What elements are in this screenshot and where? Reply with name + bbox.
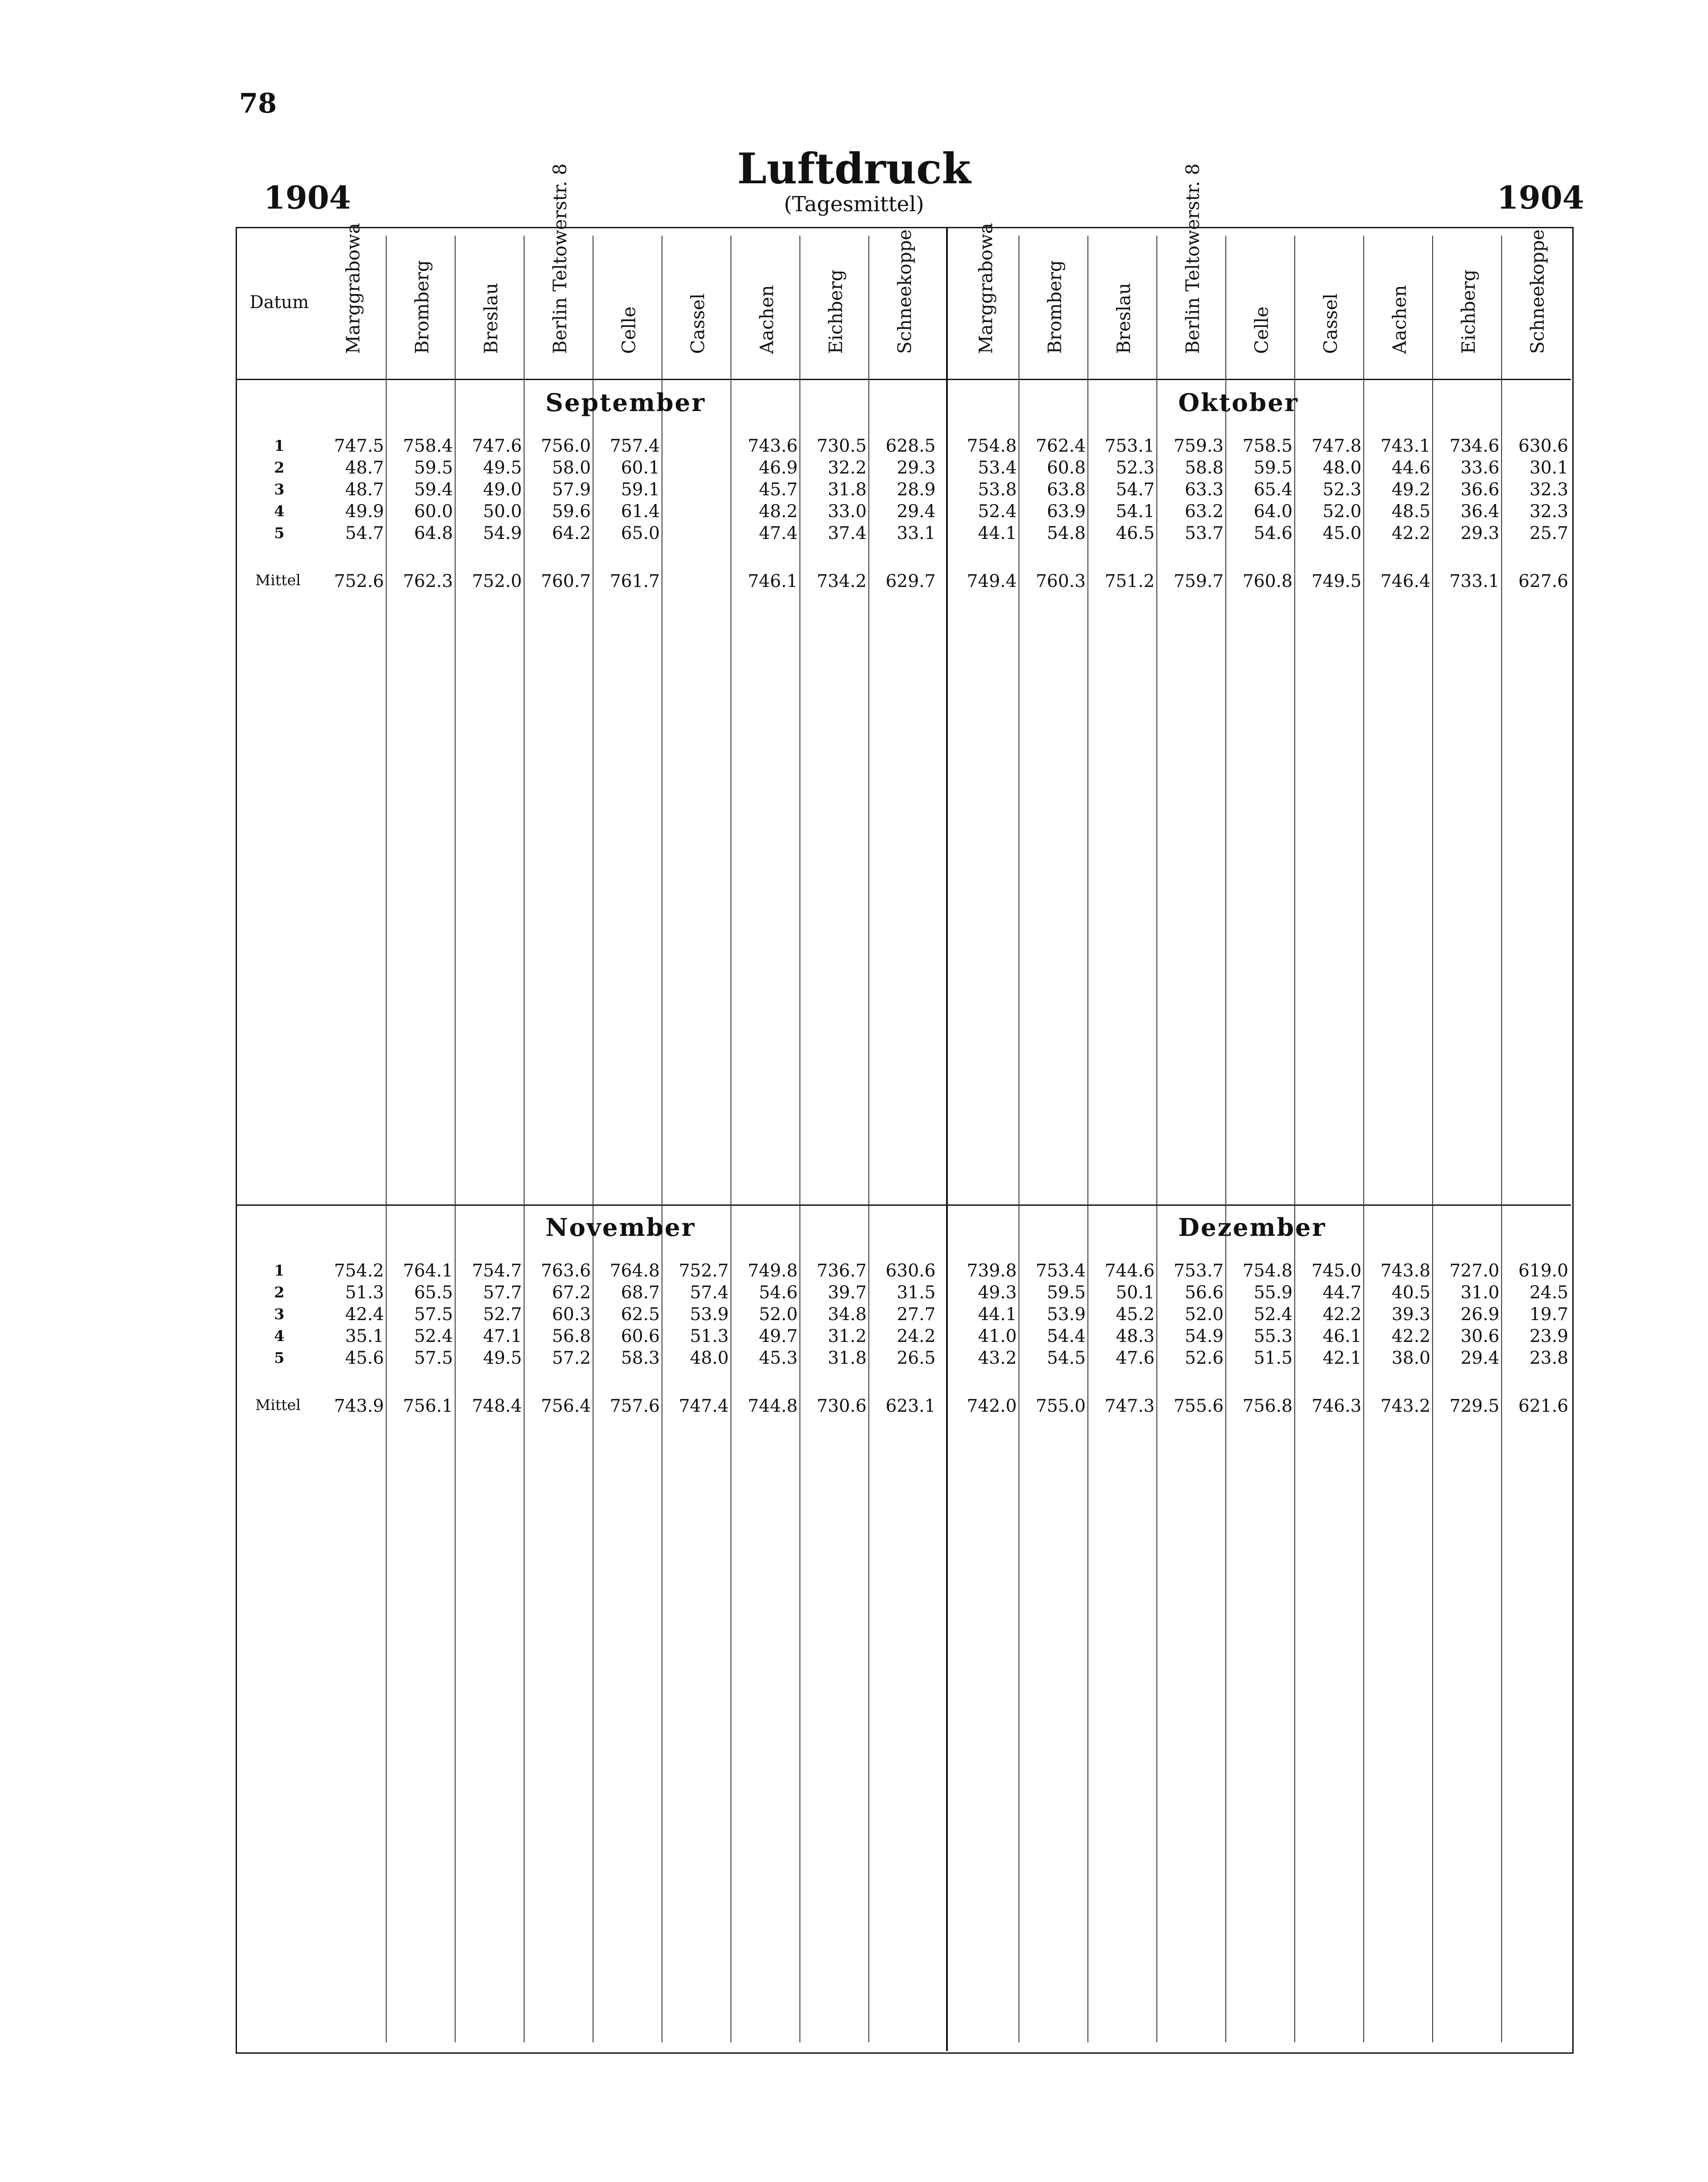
table-cell: 24.5 — [1529, 1283, 1568, 1303]
table-cell: 48.0 — [1322, 458, 1362, 478]
mittel-cell: 756.4 — [541, 1396, 591, 1416]
middle-rule — [236, 1204, 1571, 1206]
mittel-cell: 760.7 — [541, 571, 591, 591]
column-header-label: Cassel — [687, 293, 709, 354]
table-cell: 47.6 — [1115, 1348, 1155, 1368]
column-header-label: Bromberg — [411, 260, 433, 354]
table-cell: 33.6 — [1460, 458, 1499, 478]
column-separator — [386, 236, 387, 2042]
day-number: 5 — [274, 525, 285, 542]
mittel-cell: 756.1 — [403, 1396, 453, 1416]
table-cell: 54.1 — [1115, 501, 1155, 521]
table-cell: 763.6 — [541, 1261, 591, 1281]
table-cell: 43.2 — [977, 1348, 1017, 1368]
page-subtitle: (Tagesmittel) — [784, 192, 924, 216]
mittel-cell: 746.3 — [1311, 1396, 1362, 1416]
table-cell: 37.4 — [827, 523, 867, 543]
table-cell: 36.4 — [1460, 501, 1499, 521]
table-cell: 758.4 — [403, 436, 453, 456]
table-cell: 33.1 — [896, 523, 936, 543]
mittel-cell: 747.3 — [1104, 1396, 1155, 1416]
table-cell: 59.5 — [414, 458, 453, 478]
table-cell: 49.5 — [483, 1348, 522, 1368]
table-cell: 736.7 — [816, 1261, 867, 1281]
table-cell: 743.8 — [1380, 1261, 1430, 1281]
table-cell: 55.9 — [1253, 1283, 1293, 1303]
table-cell: 39.7 — [827, 1283, 867, 1303]
table-cell: 40.5 — [1391, 1283, 1430, 1303]
table-cell: 752.7 — [679, 1261, 729, 1281]
mittel-cell: 734.2 — [816, 571, 867, 591]
mittel-cell: 730.6 — [816, 1396, 867, 1416]
table-cell: 59.1 — [621, 480, 660, 500]
table-cell: 31.2 — [827, 1326, 867, 1346]
table-cell: 30.6 — [1460, 1326, 1499, 1346]
table-cell: 45.2 — [1115, 1304, 1155, 1324]
column-header-left-4 — [594, 244, 663, 375]
table-cell: 29.3 — [896, 458, 936, 478]
table-cell: 59.5 — [1253, 458, 1293, 478]
table-cell: 44.7 — [1322, 1283, 1362, 1303]
column-separator — [1087, 236, 1088, 2042]
table-cell: 64.0 — [1253, 501, 1293, 521]
mittel-cell: 627.6 — [1518, 571, 1568, 591]
table-cell: 56.6 — [1184, 1283, 1224, 1303]
mittel-cell: 749.5 — [1311, 571, 1362, 591]
column-separator — [455, 236, 456, 2042]
mittel-cell: 733.1 — [1449, 571, 1499, 591]
table-cell: 58.8 — [1184, 458, 1224, 478]
table-cell: 54.5 — [1046, 1348, 1086, 1368]
table-cell: 57.5 — [414, 1304, 453, 1324]
day-number: 2 — [274, 1284, 285, 1301]
table-cell: 747.8 — [1311, 436, 1362, 456]
table-cell: 42.4 — [345, 1304, 384, 1324]
column-header-label: Aachen — [1389, 285, 1410, 354]
table-cell: 50.0 — [483, 501, 522, 521]
table-cell: 45.7 — [758, 480, 798, 500]
mittel-cell: 744.8 — [748, 1396, 798, 1416]
column-header-left-2 — [456, 244, 525, 375]
table-cell: 44.6 — [1391, 458, 1430, 478]
table-cell: 51.3 — [689, 1326, 729, 1346]
table-cell: 749.8 — [748, 1261, 798, 1281]
table-cell: 49.9 — [345, 501, 384, 521]
column-header-left-8 — [870, 229, 939, 375]
table-cell: 54.4 — [1046, 1326, 1086, 1346]
table-cell: 47.1 — [483, 1326, 522, 1346]
column-header-left-5 — [663, 244, 732, 375]
table-cell: 53.4 — [977, 458, 1017, 478]
column-separator — [1363, 236, 1364, 2042]
column-header-label: Cassel — [1320, 293, 1341, 354]
table-cell: 48.5 — [1391, 501, 1430, 521]
table-cell: 48.3 — [1115, 1326, 1155, 1346]
table-cell: 49.7 — [758, 1326, 798, 1346]
table-cell: 44.1 — [977, 523, 1017, 543]
column-header-label: Aachen — [756, 285, 778, 354]
table-cell: 54.7 — [1115, 480, 1155, 500]
header-rule — [236, 379, 1571, 380]
table-cell: 734.6 — [1449, 436, 1499, 456]
day-number: 5 — [274, 1349, 285, 1367]
table-cell: 744.6 — [1104, 1261, 1155, 1281]
column-separator — [868, 236, 869, 2042]
table-cell: 52.4 — [414, 1326, 453, 1346]
table-cell: 34.8 — [827, 1304, 867, 1324]
column-header-left-7 — [801, 244, 870, 375]
table-cell: 28.9 — [896, 480, 936, 500]
table-cell: 48.0 — [689, 1348, 729, 1368]
column-header-left-1 — [388, 244, 456, 375]
table-cell: 23.8 — [1529, 1348, 1568, 1368]
column-header-label: Bromberg — [1044, 260, 1066, 354]
column-separator — [1225, 236, 1226, 2042]
mittel-cell: 749.4 — [967, 571, 1017, 591]
table-cell: 32.3 — [1529, 501, 1568, 521]
table-cell: 52.6 — [1184, 1348, 1224, 1368]
table-cell: 754.8 — [967, 436, 1017, 456]
table-cell: 32.2 — [827, 458, 867, 478]
column-header-label: Breslau — [480, 283, 502, 354]
table-cell: 53.7 — [1184, 523, 1224, 543]
table-cell: 33.0 — [827, 501, 867, 521]
table-frame — [236, 227, 1574, 2054]
mittel-cell: 760.8 — [1242, 571, 1293, 591]
column-header-label: Marggrabowa — [975, 223, 997, 354]
mittel-cell: 748.4 — [472, 1396, 522, 1416]
table-cell: 52.0 — [1322, 501, 1362, 521]
column-header-left-3 — [525, 163, 594, 375]
month-label-september: September — [545, 388, 706, 417]
mittel-cell: 755.6 — [1173, 1396, 1224, 1416]
table-cell: 619.0 — [1518, 1261, 1568, 1281]
table-cell: 630.6 — [885, 1261, 936, 1281]
table-cell: 32.3 — [1529, 480, 1568, 500]
table-cell: 54.6 — [758, 1283, 798, 1303]
table-cell: 52.7 — [483, 1304, 522, 1324]
table-cell: 52.0 — [1184, 1304, 1224, 1324]
mittel-cell: 621.6 — [1518, 1396, 1568, 1416]
year-left: 1904 — [264, 179, 351, 216]
column-header-left-6 — [732, 244, 801, 375]
column-separator — [1432, 236, 1433, 2042]
table-cell: 753.4 — [1036, 1261, 1086, 1281]
table-cell: 45.3 — [758, 1348, 798, 1368]
column-separator — [799, 236, 800, 2042]
column-header-label: Eichberg — [825, 269, 847, 354]
column-header-left-0 — [319, 223, 388, 375]
mittel-cell: 761.7 — [610, 571, 660, 591]
mittel-cell: 757.6 — [610, 1396, 660, 1416]
mittel-cell: 746.4 — [1380, 571, 1430, 591]
table-cell: 52.3 — [1322, 480, 1362, 500]
table-cell: 31.0 — [1460, 1283, 1499, 1303]
table-cell: 55.3 — [1253, 1326, 1293, 1346]
table-cell: 31.5 — [896, 1283, 936, 1303]
table-cell: 54.9 — [483, 523, 522, 543]
table-center-divider — [946, 227, 948, 2051]
table-cell: 52.0 — [758, 1304, 798, 1324]
table-cell: 53.8 — [977, 480, 1017, 500]
mittel-cell: 760.3 — [1036, 571, 1086, 591]
table-cell: 743.6 — [748, 436, 798, 456]
table-cell: 48.7 — [345, 480, 384, 500]
table-cell: 38.0 — [1391, 1348, 1430, 1368]
month-label-november: November — [545, 1213, 696, 1242]
table-cell: 27.7 — [896, 1304, 936, 1324]
mittel-cell: 747.4 — [679, 1396, 729, 1416]
table-cell: 48.7 — [345, 458, 384, 478]
table-cell: 754.2 — [334, 1261, 384, 1281]
table-cell: 60.0 — [414, 501, 453, 521]
table-cell: 47.4 — [758, 523, 798, 543]
table-cell: 764.1 — [403, 1261, 453, 1281]
column-header-label: Eichberg — [1458, 269, 1479, 354]
table-cell: 60.8 — [1046, 458, 1086, 478]
table-cell: 62.5 — [621, 1304, 660, 1324]
table-cell: 739.8 — [967, 1261, 1017, 1281]
table-cell: 63.3 — [1184, 480, 1224, 500]
table-cell: 754.7 — [472, 1261, 522, 1281]
table-cell: 758.5 — [1242, 436, 1293, 456]
mittel-cell: 742.0 — [967, 1396, 1017, 1416]
table-cell: 23.9 — [1529, 1326, 1568, 1346]
table-cell: 52.3 — [1115, 458, 1155, 478]
column-header-right-6 — [1365, 244, 1434, 375]
column-header-right-0 — [951, 223, 1020, 375]
table-cell: 49.2 — [1391, 480, 1430, 500]
day-number: 4 — [274, 503, 285, 520]
table-cell: 53.9 — [1046, 1304, 1086, 1324]
table-cell: 60.6 — [621, 1326, 660, 1346]
table-cell: 59.6 — [552, 501, 591, 521]
datum-header: Datum — [250, 292, 309, 312]
column-header-right-5 — [1296, 244, 1365, 375]
table-cell: 35.1 — [345, 1326, 384, 1346]
mittel-cell: 752.0 — [472, 571, 522, 591]
table-cell: 54.9 — [1184, 1326, 1224, 1346]
table-cell: 754.8 — [1242, 1261, 1293, 1281]
day-number: 1 — [274, 437, 285, 455]
day-number: 3 — [274, 481, 285, 498]
table-cell: 61.4 — [621, 501, 660, 521]
page-title: Luftdruck — [737, 144, 971, 193]
mittel-cell: 762.3 — [403, 571, 453, 591]
table-cell: 59.5 — [1046, 1283, 1086, 1303]
table-cell: 753.1 — [1104, 436, 1155, 456]
table-cell: 743.1 — [1380, 436, 1430, 456]
table-cell: 31.8 — [827, 480, 867, 500]
table-cell: 65.5 — [414, 1283, 453, 1303]
table-cell: 50.1 — [1115, 1283, 1155, 1303]
column-header-right-3 — [1158, 163, 1227, 375]
table-cell: 59.4 — [414, 480, 453, 500]
table-cell: 628.5 — [885, 436, 936, 456]
table-cell: 46.1 — [1322, 1326, 1362, 1346]
column-header-label: Schneekoppe — [1526, 229, 1548, 354]
table-cell: 51.5 — [1253, 1348, 1293, 1368]
table-cell: 64.2 — [552, 523, 591, 543]
month-label-oktober: Oktober — [1178, 388, 1299, 417]
table-cell: 54.8 — [1046, 523, 1086, 543]
table-cell: 26.5 — [896, 1348, 936, 1368]
mittel-cell: 751.2 — [1104, 571, 1155, 591]
column-separator — [1501, 236, 1502, 2042]
table-cell: 57.9 — [552, 480, 591, 500]
table-cell: 52.4 — [977, 501, 1017, 521]
table-cell: 44.1 — [977, 1304, 1017, 1324]
mittel-cell: 729.5 — [1449, 1396, 1499, 1416]
month-label-dezember: Dezember — [1178, 1213, 1327, 1242]
column-separator — [524, 236, 525, 2042]
table-cell: 756.0 — [541, 436, 591, 456]
table-cell: 762.4 — [1036, 436, 1086, 456]
table-cell: 46.9 — [758, 458, 798, 478]
table-cell: 630.6 — [1518, 436, 1568, 456]
table-cell: 57.2 — [552, 1348, 591, 1368]
table-cell: 63.2 — [1184, 501, 1224, 521]
table-cell: 57.7 — [483, 1283, 522, 1303]
table-cell: 63.8 — [1046, 480, 1086, 500]
column-header-right-1 — [1020, 244, 1089, 375]
mittel-cell: 629.7 — [885, 571, 936, 591]
table-cell: 745.0 — [1311, 1261, 1362, 1281]
table-cell: 42.2 — [1391, 523, 1430, 543]
table-cell: 65.0 — [621, 523, 660, 543]
table-cell: 730.5 — [816, 436, 867, 456]
table-cell: 764.8 — [610, 1261, 660, 1281]
table-cell: 54.6 — [1253, 523, 1293, 543]
table-cell: 60.1 — [621, 458, 660, 478]
table-cell: 29.4 — [896, 501, 936, 521]
column-header-right-7 — [1434, 244, 1503, 375]
table-cell: 727.0 — [1449, 1261, 1499, 1281]
table-cell: 67.2 — [552, 1283, 591, 1303]
table-cell: 49.3 — [977, 1283, 1017, 1303]
table-cell: 63.9 — [1046, 501, 1086, 521]
column-header-label: Berlin Teltowerstr. 8 — [1182, 163, 1204, 354]
table-cell: 58.3 — [621, 1348, 660, 1368]
column-header-right-2 — [1089, 244, 1158, 375]
mittel-cell: 752.6 — [334, 571, 384, 591]
table-cell: 57.5 — [414, 1348, 453, 1368]
table-cell: 36.6 — [1460, 480, 1499, 500]
table-cell: 747.5 — [334, 436, 384, 456]
table-cell: 25.7 — [1529, 523, 1568, 543]
day-number: 3 — [274, 1306, 285, 1323]
table-cell: 48.2 — [758, 501, 798, 521]
table-cell: 60.3 — [552, 1304, 591, 1324]
table-cell: 29.3 — [1460, 523, 1499, 543]
column-header-right-8 — [1503, 229, 1572, 375]
day-number: 2 — [274, 459, 285, 477]
table-cell: 58.0 — [552, 458, 591, 478]
table-cell: 54.7 — [345, 523, 384, 543]
table-cell: 19.7 — [1529, 1304, 1568, 1324]
table-cell: 24.2 — [896, 1326, 936, 1346]
table-cell: 753.7 — [1173, 1261, 1224, 1281]
table-cell: 757.4 — [610, 436, 660, 456]
table-cell: 42.2 — [1391, 1326, 1430, 1346]
table-cell: 30.1 — [1529, 458, 1568, 478]
table-cell: 49.5 — [483, 458, 522, 478]
column-header-right-4 — [1227, 244, 1296, 375]
mittel-cell: 623.1 — [885, 1396, 936, 1416]
table-cell: 57.4 — [689, 1283, 729, 1303]
column-header-label: Celle — [1251, 306, 1272, 354]
table-cell: 26.9 — [1460, 1304, 1499, 1324]
table-cell: 64.8 — [414, 523, 453, 543]
table-cell: 45.0 — [1322, 523, 1362, 543]
table-cell: 42.1 — [1322, 1348, 1362, 1368]
table-cell: 52.4 — [1253, 1304, 1293, 1324]
mittel-cell: 755.0 — [1036, 1396, 1086, 1416]
mittel-cell: 743.9 — [334, 1396, 384, 1416]
table-cell: 65.4 — [1253, 480, 1293, 500]
table-cell: 46.5 — [1115, 523, 1155, 543]
table-cell: 68.7 — [621, 1283, 660, 1303]
page-number: 78 — [239, 87, 277, 119]
mittel-label: Mittel — [255, 572, 301, 589]
table-cell: 53.9 — [689, 1304, 729, 1324]
day-number: 1 — [274, 1262, 285, 1280]
table-cell: 56.8 — [552, 1326, 591, 1346]
table-cell: 49.0 — [483, 480, 522, 500]
table-cell: 29.4 — [1460, 1348, 1499, 1368]
column-header-label: Berlin Teltowerstr. 8 — [549, 163, 571, 354]
table-cell: 759.3 — [1173, 436, 1224, 456]
table-cell: 41.0 — [977, 1326, 1017, 1346]
mittel-label: Mittel — [255, 1396, 301, 1414]
table-cell: 51.3 — [345, 1283, 384, 1303]
table-cell: 39.3 — [1391, 1304, 1430, 1324]
table-cell: 45.6 — [345, 1348, 384, 1368]
column-separator — [1294, 236, 1295, 2042]
mittel-cell: 759.7 — [1173, 571, 1224, 591]
table-cell: 42.2 — [1322, 1304, 1362, 1324]
mittel-cell: 746.1 — [748, 571, 798, 591]
table-cell: 31.8 — [827, 1348, 867, 1368]
mittel-cell: 743.2 — [1380, 1396, 1430, 1416]
day-number: 4 — [274, 1328, 285, 1345]
column-header-label: Breslau — [1113, 283, 1135, 354]
column-separator — [1156, 236, 1157, 2042]
year-right: 1904 — [1497, 179, 1585, 216]
column-header-label: Celle — [618, 306, 640, 354]
table-cell: 747.6 — [472, 436, 522, 456]
column-header-label: Schneekoppe — [894, 229, 916, 354]
column-header-label: Marggrabowa — [342, 223, 364, 354]
mittel-cell: 756.8 — [1242, 1396, 1293, 1416]
